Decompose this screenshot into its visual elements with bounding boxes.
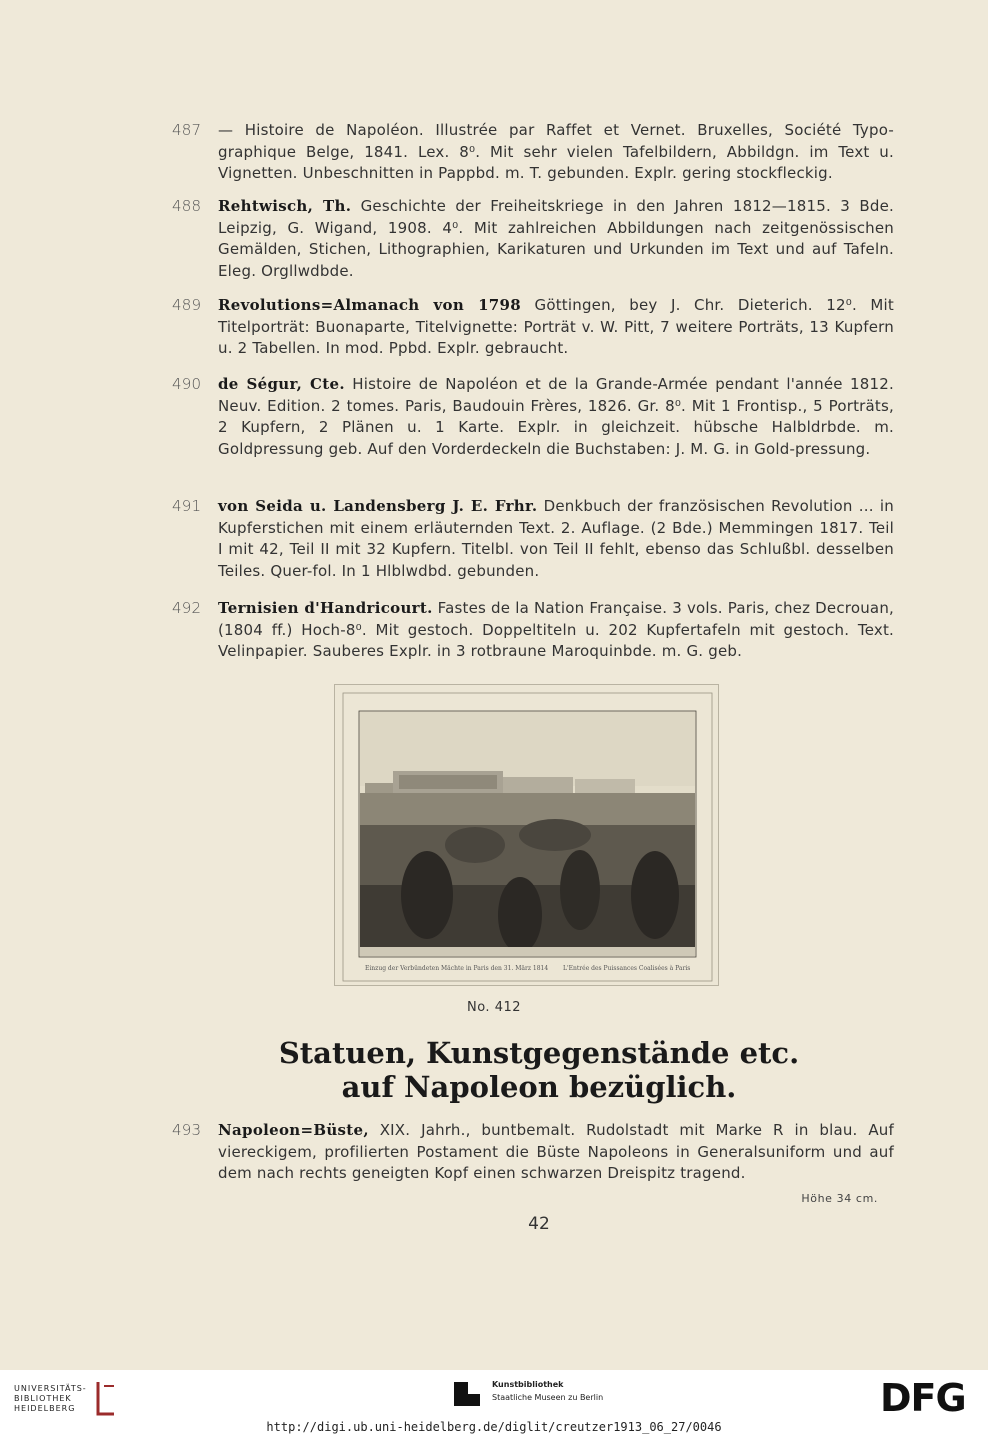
entry-number: 492 [172, 599, 202, 617]
engraving-caption-right: L'Entrée des Puissances Coalisées à Paris [563, 965, 691, 972]
entry-text: — Histoire de Napoléon. Illustrée par Raffet et Vernet. Bruxelles, Société Typo-graphique Belge, 1841. Lex. 8⁰. Mit sehr vielen Tafelbildern, Abbildgn. im Text u. Vignetten. Unbeschnitten in Pappbd. m. T. gebunden. Explr. gering stockfleckig. [218, 121, 894, 183]
engraving-illustration [335, 685, 720, 987]
entry-text: XIX. Jahrh., buntbemalt. Rudolstadt mit Marke R in blau. Auf viereckigem, profilierten Postament die Büste Napoleons in Generalsuniform und auf dem nach rechts geneigten Kopf einen schwarzen Dreispitz tragend. [218, 1121, 894, 1183]
university-mark-icon [94, 1380, 118, 1416]
catalog-entry-488 [172, 196, 894, 282]
university-line-2: BIBLIOTHEK [14, 1394, 72, 1403]
university-line-3: HEIDELBERG [14, 1404, 76, 1413]
university-library-logo [14, 1384, 87, 1414]
entry-text: Histoire de Napoléon et de la Grande-Armée pendant l'année 1812. Neuv. Edition. 2 tomes. Paris, Baudouin Frères, 1826. Gr. 8⁰. Mit 1 Frontisp., 5 Porträts, 2 Kupfern, 2 Plänen u. 1 Karte. Explr. in gleichzeit. hübsche Halbldrbde. m. Goldpressung geb. Auf den Vorderdeckeln die Buchstaben: J. M. G. in Gold-pressung. [218, 375, 894, 458]
entry-number: 487 [172, 121, 202, 139]
source-url[interactable]: http://digi.ub.uni-heidelberg.de/diglit/creutzer1913_06_27/0046 [266, 1420, 722, 1434]
entry-text: Denkbuch der französischen Revolution ... in Kupferstichen mit einem erläuternden Text. 2. Auflage. (2 Bde.) Memmingen 1817. Teil I mit 42, Teil II mit 32 Kupfern. Titelbl. von Teil II fehlt, ebenso das Schlußbl. desselben Teiles. Quer-fol. In 1 Hlblwdbd. gebunden. [218, 497, 894, 580]
entry-author: Napoleon=Büste, [218, 1121, 369, 1139]
catalog-entry-491 [172, 496, 894, 582]
entry-author: de Ségur, Cte. [218, 375, 345, 393]
section-title-line2: auf Napoleon bezüglich. [341, 1070, 737, 1104]
page-number: 42 [528, 1214, 550, 1234]
section-title-line1: Statuen, Kunstgegenstände etc. [278, 1036, 800, 1070]
entry-author: Ternisien d'Handricourt. [218, 599, 433, 617]
height-note: Höhe 34 cm. [801, 1192, 878, 1205]
entry-text: Geschichte der Freiheitskriege in den Jahren 1812—1815. 3 Bde. Leipzig, G. Wigand, 1908. 4⁰. Mit zahlreichen Abbildungen nach zeitgenössischen Gemälden, Stichen, Lithographien, Karikaturen und Urkunden im Text und auf Tafeln. Eleg. Orgllwdbde. [218, 197, 894, 280]
entry-text: Fastes de la Nation Française. 3 vols. Paris, chez Decrouan, (1804 ff.) Hoch-8⁰. Mit gestoch. Doppeltiteln u. 202 Kupfertafeln mit gestoch. Text. Velinpapier. Sauberes Explr. in 3 rotbraune Maroquinbde. m. G. geb. [218, 599, 894, 661]
entry-text: Göttingen, bey J. Chr. Dieterich. 12⁰. Mit Titelporträt: Buonaparte, Titelvignette: Porträt v. W. Pitt, 7 weitere Porträts, 13 Kupfern u. 2 Tabellen. In mod. Ppbd. Explr. gebraucht. [218, 296, 894, 358]
catalog-entry-490 [172, 374, 894, 460]
kunstbibliothek-subtitle: Staatliche Museen zu Berlin [492, 1393, 604, 1402]
catalog-entry-493 [172, 1120, 894, 1185]
engraving-figure [334, 684, 719, 986]
entry-number: 489 [172, 296, 202, 314]
university-line-1: UNIVERSITÄTS- [14, 1384, 87, 1393]
catalog-entry-487 [172, 120, 894, 185]
dfg-logo: DFG [880, 1376, 966, 1420]
figure-label: No. 412 [466, 1000, 522, 1015]
entry-author: von Seida u. Landensberg J. E. Frhr. [218, 497, 538, 515]
entry-number: 488 [172, 197, 202, 215]
catalog-entry-489 [172, 295, 894, 360]
entry-author: Rehtwisch, Th. [218, 197, 352, 215]
entry-number: 493 [172, 1121, 202, 1139]
engraving-caption-left: Einzug der Verbündeten Mächte in Paris den 31. März 1814 [365, 965, 549, 972]
entry-author: Revolutions=Almanach von 1798 [218, 296, 522, 314]
kunstbibliothek-title: Kunstbibliothek [492, 1380, 564, 1389]
entry-number: 491 [172, 497, 202, 515]
entry-number: 490 [172, 375, 202, 393]
catalog-entry-492 [172, 598, 894, 663]
kunstbibliothek-logo-icon [452, 1378, 482, 1408]
